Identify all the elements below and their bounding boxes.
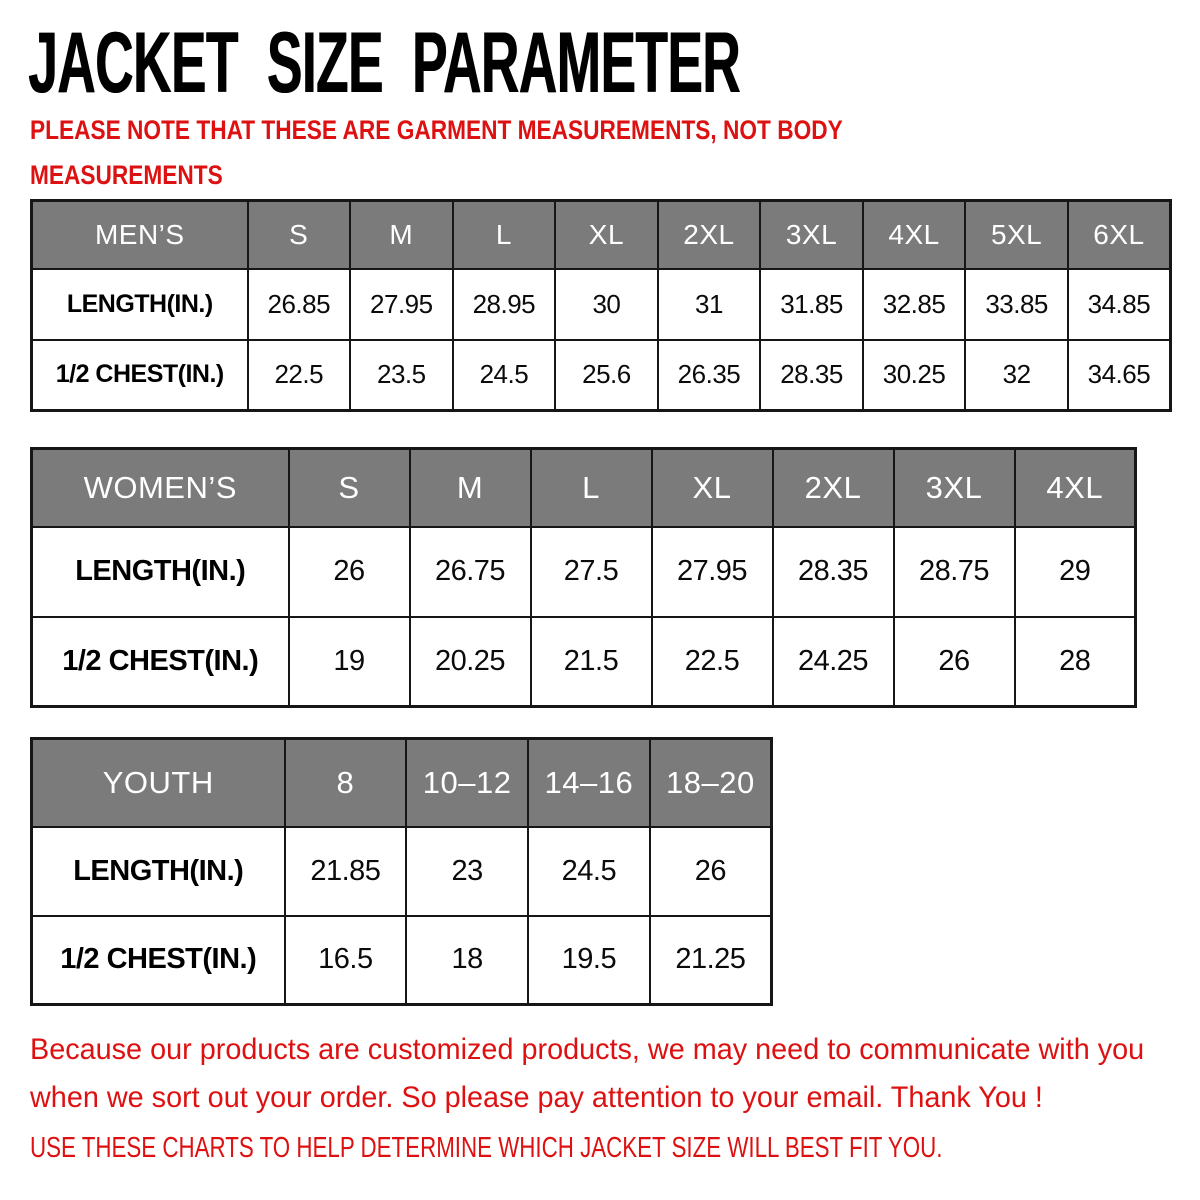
mens-value-cell: 33.85 — [965, 269, 1068, 340]
youth-table-row — [32, 916, 772, 1005]
youth-row-label: LENGTH(IN.) — [32, 827, 285, 916]
mens-table-row — [32, 269, 1171, 340]
mens-size-header-cell: 2XL — [658, 201, 761, 269]
youth-value-cell: 19.5 — [528, 916, 650, 1005]
mens-size-table — [30, 199, 1172, 412]
womens-table-row — [32, 527, 1136, 617]
size-fit-tip — [30, 1128, 1200, 1169]
mens-size-header-cell: L — [453, 201, 556, 269]
customization-note-line1: Because our products are customized products, we may need to communicate with you — [30, 1033, 1145, 1066]
customization-note — [30, 1026, 1191, 1122]
mens-table-row — [32, 340, 1171, 411]
youth-value-cell: 26 — [650, 827, 772, 916]
mens-size-header-cell: 6XL — [1068, 201, 1171, 269]
youth-value-cell: 24.5 — [528, 827, 650, 916]
mens-value-cell: 32.85 — [863, 269, 966, 340]
womens-size-table — [30, 447, 1137, 708]
mens-row-label: LENGTH(IN.) — [32, 269, 248, 340]
womens-value-cell: 28.75 — [894, 527, 1015, 617]
womens-value-cell: 28.35 — [773, 527, 894, 617]
youth-value-cell: 23 — [406, 827, 528, 916]
mens-value-cell: 26.85 — [248, 269, 351, 340]
customization-note-line2: when we sort out your order. So please pay attention to your email. Thank You ! — [30, 1081, 1043, 1114]
youth-value-cell: 18 — [406, 916, 528, 1005]
youth-size-header-cell: 14–16 — [528, 739, 650, 827]
womens-size-header-cell: 3XL — [894, 449, 1015, 527]
womens-value-cell: 27.95 — [652, 527, 773, 617]
mens-size-header-cell: 4XL — [863, 201, 966, 269]
mens-size-header-cell: XL — [555, 201, 658, 269]
womens-size-header-cell: XL — [652, 449, 773, 527]
mens-value-cell: 25.6 — [555, 340, 658, 411]
womens-value-cell: 24.25 — [773, 617, 894, 707]
youth-size-header-cell: 10–12 — [406, 739, 528, 827]
womens-size-header-cell: M — [410, 449, 531, 527]
youth-size-header-cell: 8 — [285, 739, 407, 827]
mens-value-cell: 22.5 — [248, 340, 351, 411]
womens-value-cell: 22.5 — [652, 617, 773, 707]
womens-table-row — [32, 617, 1136, 707]
womens-value-cell: 26 — [289, 527, 410, 617]
garment-measurement-note — [30, 108, 998, 197]
mens-value-cell: 31.85 — [760, 269, 863, 340]
womens-row-label: LENGTH(IN.) — [32, 527, 289, 617]
mens-size-header-cell: S — [248, 201, 351, 269]
mens-row-label: 1/2 CHEST(IN.) — [32, 340, 248, 411]
womens-value-cell: 28 — [1015, 617, 1136, 707]
womens-value-cell: 19 — [289, 617, 410, 707]
womens-value-cell: 26.75 — [410, 527, 531, 617]
garment-measurement-note-line2: MEASUREMENTS — [30, 159, 223, 190]
youth-table-title-cell: YOUTH — [32, 739, 285, 827]
mens-value-cell: 31 — [658, 269, 761, 340]
mens-value-cell: 34.65 — [1068, 340, 1171, 411]
mens-value-cell: 24.5 — [453, 340, 556, 411]
womens-value-cell: 26 — [894, 617, 1015, 707]
garment-measurement-note-line1: PLEASE NOTE THAT THESE ARE GARMENT MEASUREMENTS, NOT BODY — [30, 115, 843, 145]
youth-row-label: 1/2 CHEST(IN.) — [32, 916, 285, 1005]
womens-value-cell: 29 — [1015, 527, 1136, 617]
mens-value-cell: 27.95 — [350, 269, 453, 340]
mens-size-header-cell: M — [350, 201, 453, 269]
womens-size-header-cell: 2XL — [773, 449, 894, 527]
mens-table-title-cell: MEN’S — [32, 201, 248, 269]
page-title-text: JACKET SIZE PARAMETER — [28, 15, 740, 111]
youth-value-cell: 21.85 — [285, 827, 407, 916]
mens-value-cell: 34.85 — [1068, 269, 1171, 340]
womens-size-header-cell: S — [289, 449, 410, 527]
mens-value-cell: 26.35 — [658, 340, 761, 411]
youth-size-table — [30, 737, 773, 1006]
mens-value-cell: 32 — [965, 340, 1068, 411]
youth-table-row — [32, 827, 772, 916]
mens-size-header-cell: 3XL — [760, 201, 863, 269]
womens-size-header-cell: 4XL — [1015, 449, 1136, 527]
mens-value-cell: 28.35 — [760, 340, 863, 411]
womens-value-cell: 27.5 — [531, 527, 652, 617]
youth-value-cell: 16.5 — [285, 916, 407, 1005]
size-fit-tip-text: USE THESE CHARTS TO HELP DETERMINE WHICH JACKET SIZE WILL BEST FIT YOU. — [30, 1132, 943, 1164]
mens-value-cell: 28.95 — [453, 269, 556, 340]
womens-value-cell: 20.25 — [410, 617, 531, 707]
womens-row-label: 1/2 CHEST(IN.) — [32, 617, 289, 707]
youth-value-cell: 21.25 — [650, 916, 772, 1005]
womens-size-header-cell: L — [531, 449, 652, 527]
page-title — [28, 15, 1176, 111]
youth-size-header-cell: 18–20 — [650, 739, 772, 827]
mens-value-cell: 30.25 — [863, 340, 966, 411]
womens-table-title-cell: WOMEN’S — [32, 449, 289, 527]
womens-value-cell: 21.5 — [531, 617, 652, 707]
mens-value-cell: 30 — [555, 269, 658, 340]
mens-size-header-cell: 5XL — [965, 201, 1068, 269]
mens-value-cell: 23.5 — [350, 340, 453, 411]
